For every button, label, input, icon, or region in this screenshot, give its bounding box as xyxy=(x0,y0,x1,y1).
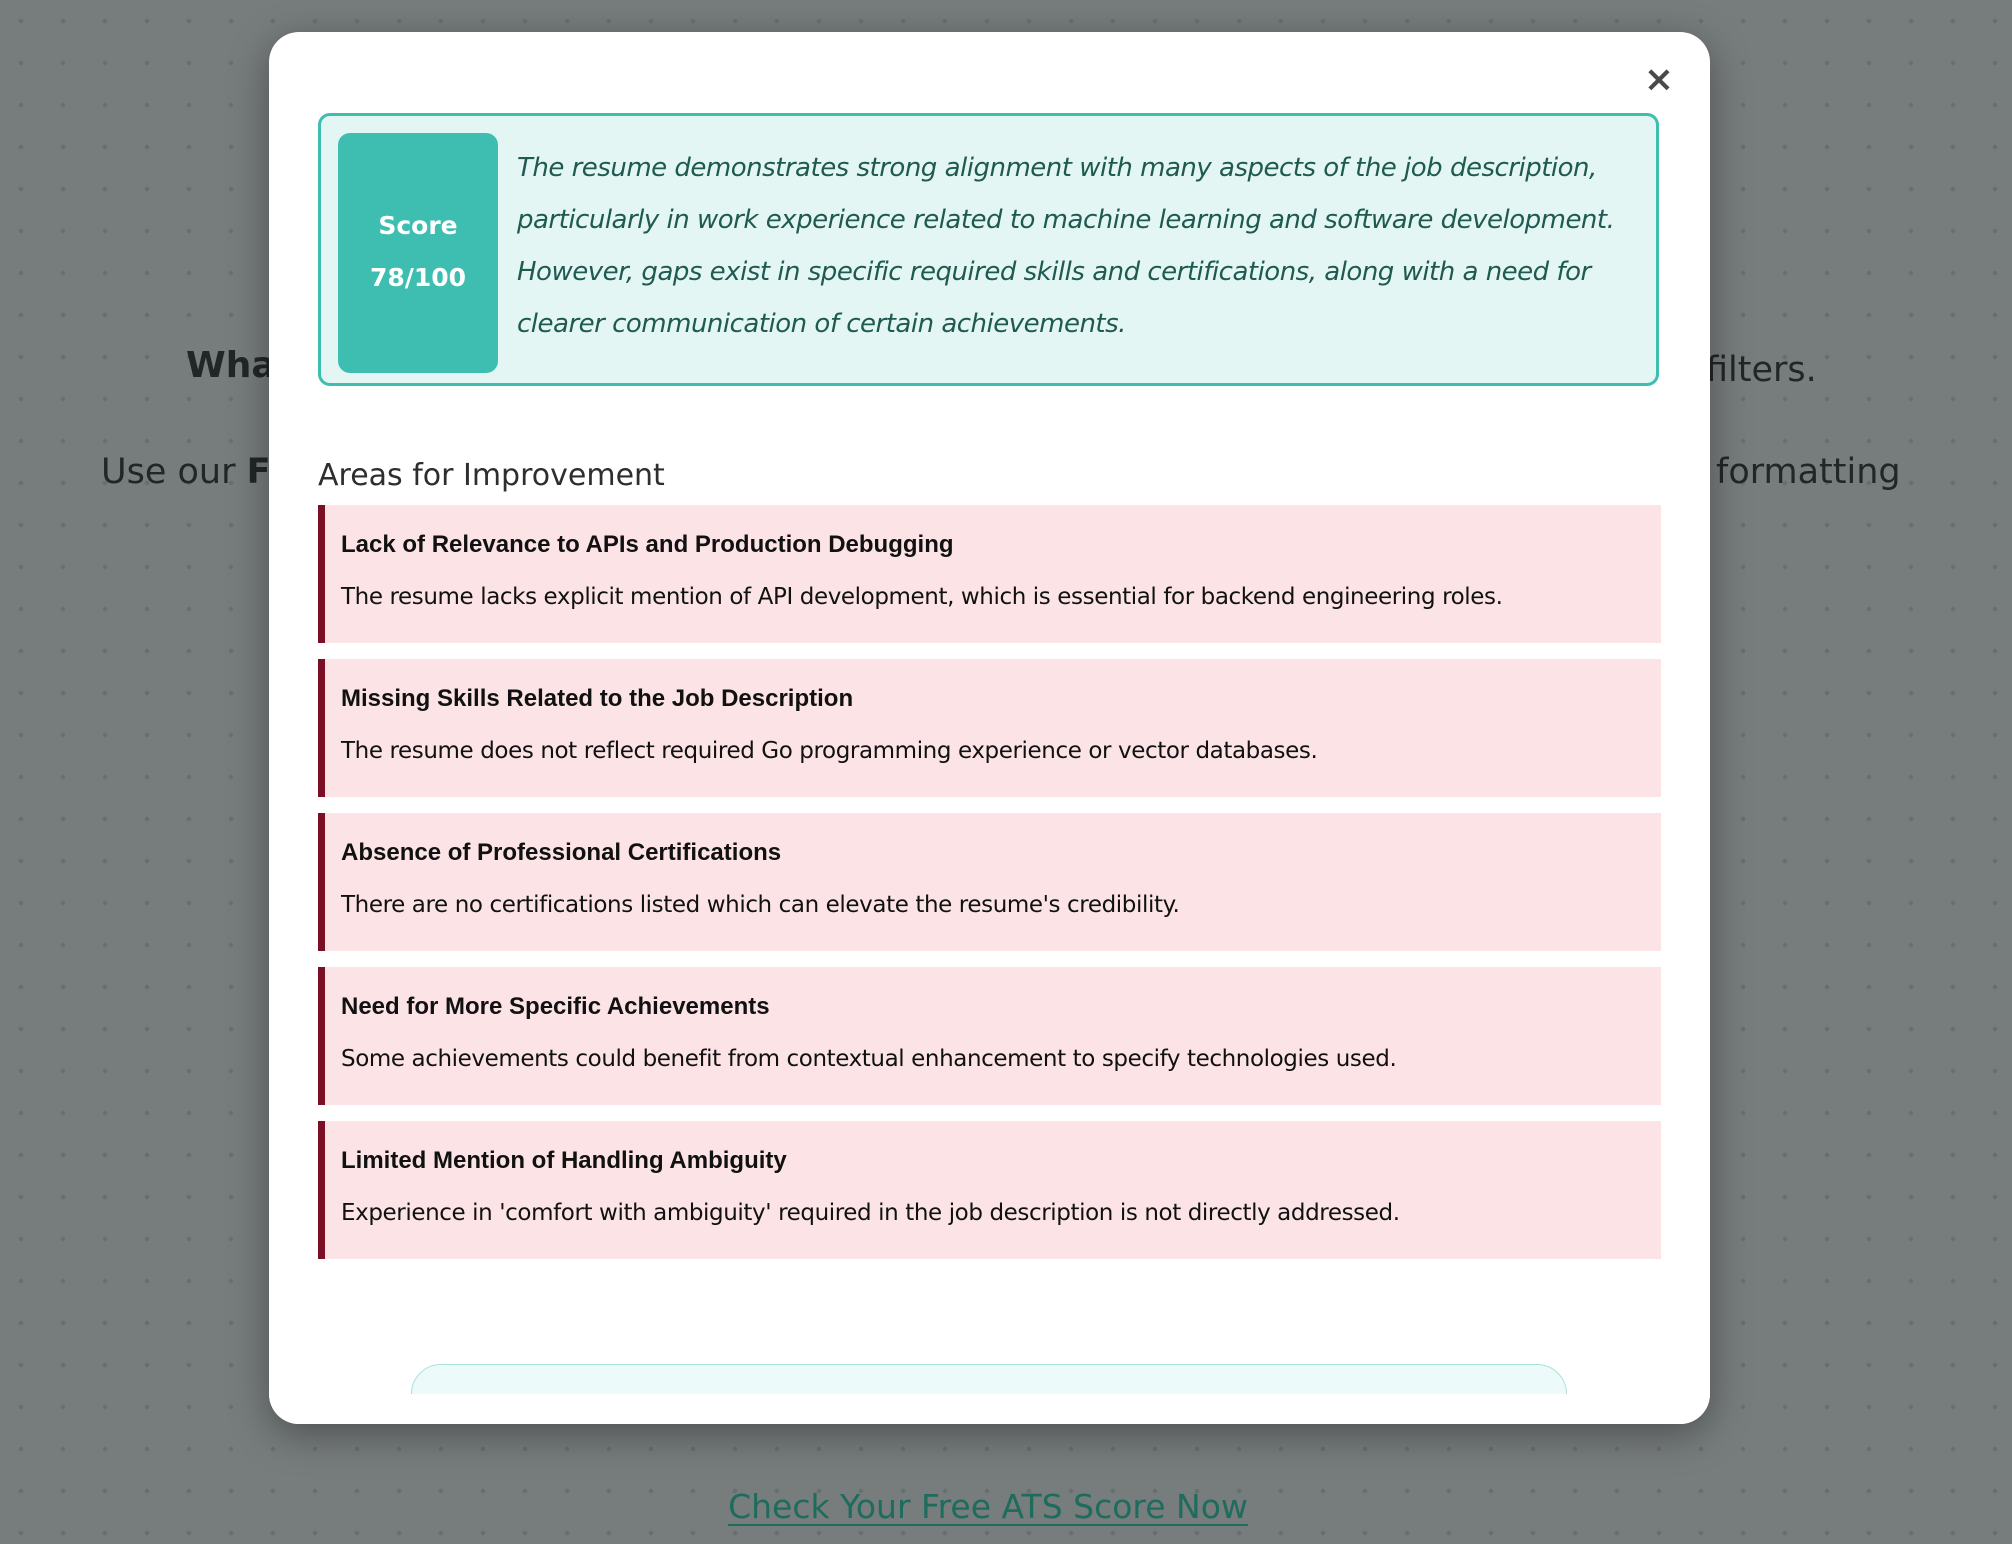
improvement-item xyxy=(318,967,1661,1105)
improvement-description: Some achievements could benefit from contextual enhancement to specify technologies used. xyxy=(341,1046,1397,1072)
areas-for-improvement-heading: Areas for Improvement xyxy=(318,458,665,493)
score-panel xyxy=(318,113,1659,386)
score-summary: The resume demonstrates strong alignment with many aspects of the job description, particularly in work experience related to machine learning and software development. However, gaps exist in specific required skills and certifications, along with a need for clearer communication of certain achievements. xyxy=(517,153,1615,339)
improvement-description: Experience in 'comfort with ambiguity' required in the job description is not directly addressed. xyxy=(341,1200,1400,1226)
ats-score-modal xyxy=(269,32,1710,1424)
improvement-title: Missing Skills Related to the Job Description xyxy=(341,685,854,712)
improvement-description: There are no certifications listed which can elevate the resume's credibility. xyxy=(341,892,1180,918)
score-label: Score xyxy=(378,211,458,240)
improvement-title: Need for More Specific Achievements xyxy=(341,993,770,1020)
improvement-description: The resume lacks explicit mention of API development, which is essential for backend engineering roles. xyxy=(341,584,1503,610)
improvement-item xyxy=(318,659,1661,797)
improvement-item xyxy=(318,1121,1661,1259)
improvement-title: Absence of Professional Certifications xyxy=(341,839,782,866)
improvement-item xyxy=(318,813,1661,951)
modal-bottom-edge xyxy=(269,1394,1710,1424)
improvement-item xyxy=(318,505,1661,643)
score-badge xyxy=(338,133,498,373)
close-icon[interactable]: × xyxy=(1643,59,1675,100)
score-value: 78/100 xyxy=(369,263,467,292)
improvement-description: The resume does not reflect required Go programming experience or vector databases. xyxy=(341,738,1318,764)
check-ats-score-link[interactable]: Check Your Free ATS Score Now xyxy=(728,1487,1248,1526)
improvement-title: Limited Mention of Handling Ambiguity xyxy=(341,1147,787,1174)
improvement-list xyxy=(318,505,1661,1275)
improvement-title: Lack of Relevance to APIs and Production Debugging xyxy=(341,531,954,558)
